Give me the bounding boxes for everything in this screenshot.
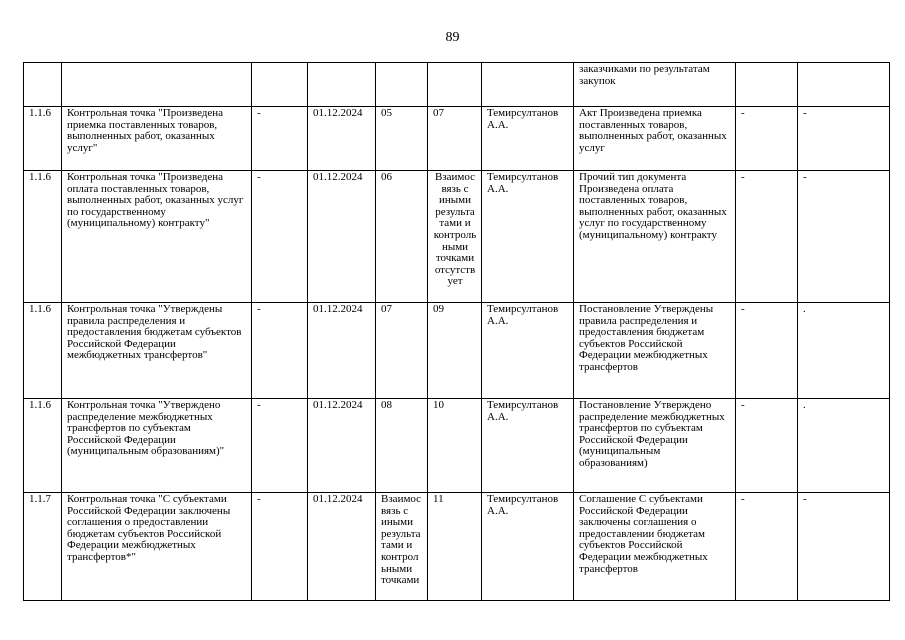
row-number: 1.1.7 bbox=[24, 493, 62, 601]
cell-base-value bbox=[252, 63, 308, 107]
cell-predecessor: 05 bbox=[376, 107, 428, 171]
cell-extra-2 bbox=[798, 63, 890, 107]
cell-extra-2: - bbox=[798, 493, 890, 601]
cell-successor: 11 bbox=[428, 493, 482, 601]
row-number bbox=[24, 63, 62, 107]
cell-successor bbox=[428, 63, 482, 107]
control-point-name: Контрольная точка "Произведена приемка поставленных товаров, выполненных работ, оказанных услуг" bbox=[62, 107, 252, 171]
cell-date: 01.12.2024 bbox=[308, 399, 376, 493]
table-row bbox=[24, 493, 890, 601]
cell-document: Соглашение С субъектами Российской Федерации заключены соглашения о предоставлении бюджетам субъектов Российской Федерации межбюджетных трансфертов bbox=[574, 493, 736, 601]
cell-successor: Взаимосвязь с иными результатами и контрольными точками отсутствует bbox=[428, 171, 482, 303]
cell-extra-1: - bbox=[736, 107, 798, 171]
cell-responsible bbox=[482, 63, 574, 107]
cell-extra-1: - bbox=[736, 399, 798, 493]
cell-predecessor: Взаимосвязь с иными результатами и контрольными точками bbox=[376, 493, 428, 601]
cell-base-value: - bbox=[252, 171, 308, 303]
control-point-name: Контрольная точка "Утверждено распределение межбюджетных трансфертов по субъектам Российской Федерации (муниципальным образованиям)" bbox=[62, 399, 252, 493]
cell-extra-1: - bbox=[736, 171, 798, 303]
cell-document: Прочий тип документа Произведена оплата поставленных товаров, выполненных работ, оказанных услуг по государственному (муниципальному) контракту bbox=[574, 171, 736, 303]
cell-date: 01.12.2024 bbox=[308, 303, 376, 399]
cell-extra-2: - bbox=[798, 107, 890, 171]
row-number: 1.1.6 bbox=[24, 303, 62, 399]
cell-date: 01.12.2024 bbox=[308, 171, 376, 303]
cell-responsible: Темирсултанов А.А. bbox=[482, 171, 574, 303]
table-row bbox=[24, 63, 890, 107]
cell-responsible: Темирсултанов А.А. bbox=[482, 399, 574, 493]
cell-extra-2: . bbox=[798, 399, 890, 493]
control-point-name: Контрольная точка "Утверждены правила распределения и предоставления бюджетам субъектов Российской Федерации межбюджетных трансфертов" bbox=[62, 303, 252, 399]
cell-base-value: - bbox=[252, 493, 308, 601]
cell-responsible: Темирсултанов А.А. bbox=[482, 107, 574, 171]
cell-extra-1: - bbox=[736, 303, 798, 399]
cell-predecessor bbox=[376, 63, 428, 107]
cell-predecessor: 07 bbox=[376, 303, 428, 399]
page-number: 89 bbox=[445, 30, 460, 45]
table-row bbox=[24, 171, 890, 303]
control-points-table bbox=[23, 62, 890, 601]
cell-successor: 10 bbox=[428, 399, 482, 493]
cell-extra-1: - bbox=[736, 493, 798, 601]
row-number: 1.1.6 bbox=[24, 171, 62, 303]
cell-extra-2: - bbox=[798, 171, 890, 303]
control-point-name: Контрольная точка "С субъектами Российской Федерации заключены соглашения о предоставлении бюджетам субъектов Российской Федерации межбюджетных трансфертов*" bbox=[62, 493, 252, 601]
table-row bbox=[24, 107, 890, 171]
cell-responsible: Темирсултанов А.А. bbox=[482, 493, 574, 601]
cell-extra-1 bbox=[736, 63, 798, 107]
cell-base-value: - bbox=[252, 107, 308, 171]
table-row bbox=[24, 303, 890, 399]
cell-predecessor: 06 bbox=[376, 171, 428, 303]
cell-date: 01.12.2024 bbox=[308, 493, 376, 601]
cell-extra-2: . bbox=[798, 303, 890, 399]
cell-date: 01.12.2024 bbox=[308, 107, 376, 171]
control-point-name bbox=[62, 63, 252, 107]
cell-responsible: Темирсултанов А.А. bbox=[482, 303, 574, 399]
cell-predecessor: 08 bbox=[376, 399, 428, 493]
cell-document: заказчиками по результатам закупок bbox=[574, 63, 736, 107]
row-number: 1.1.6 bbox=[24, 399, 62, 493]
cell-document: Постановление Утверждено распределение межбюджетных трансфертов по субъектам Российской Федерации (муниципальным образованиям) bbox=[574, 399, 736, 493]
cell-base-value: - bbox=[252, 303, 308, 399]
control-point-name: Контрольная точка "Произведена оплата поставленных товаров, выполненных работ, оказанных услуг по государственному (муниципальному) контракту" bbox=[62, 171, 252, 303]
cell-date bbox=[308, 63, 376, 107]
cell-document: Постановление Утверждены правила распределения и предоставления бюджетам субъектов Российской Федерации межбюджетных трансфертов bbox=[574, 303, 736, 399]
cell-document: Акт Произведена приемка поставленных товаров, выполненных работ, оказанных услуг bbox=[574, 107, 736, 171]
cell-base-value: - bbox=[252, 399, 308, 493]
row-number: 1.1.6 bbox=[24, 107, 62, 171]
cell-successor: 07 bbox=[428, 107, 482, 171]
cell-successor: 09 bbox=[428, 303, 482, 399]
table-row bbox=[24, 399, 890, 493]
